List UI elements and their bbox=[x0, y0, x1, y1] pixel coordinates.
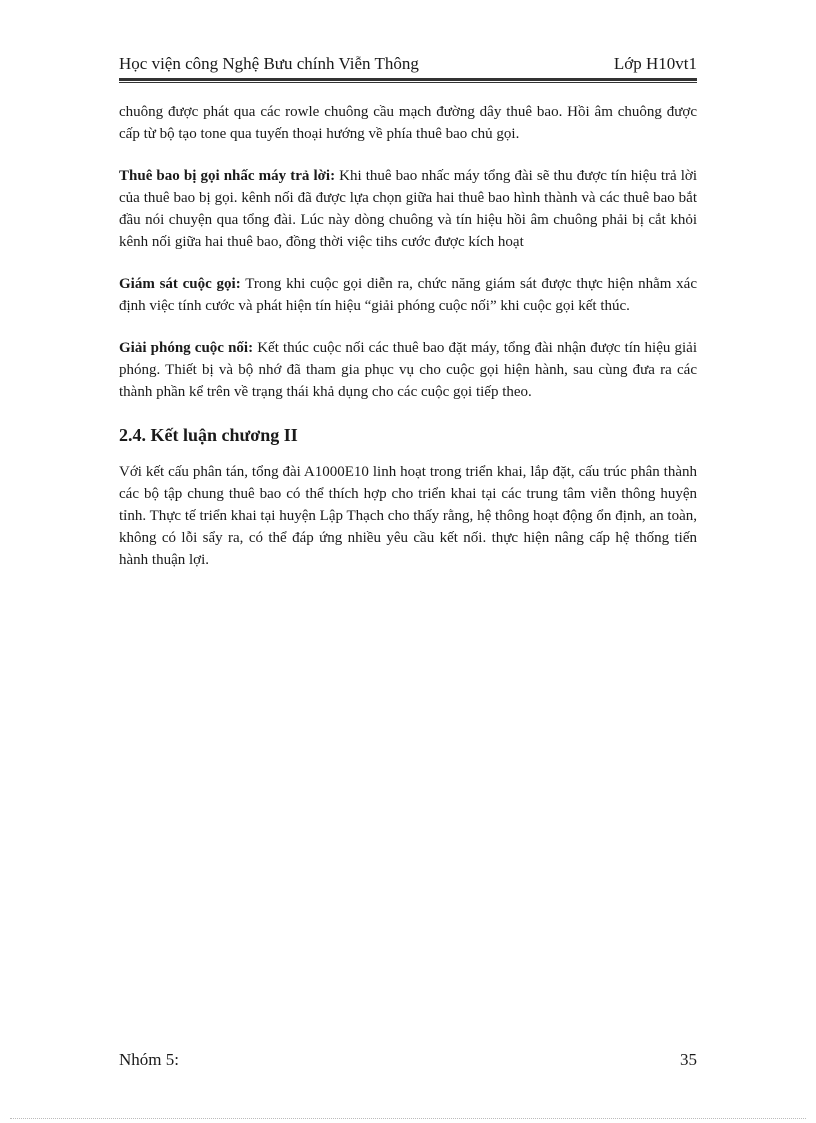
paragraph-call-monitoring bbox=[119, 273, 697, 317]
paragraph-release bbox=[119, 337, 697, 403]
page-edge-divider bbox=[10, 1118, 806, 1119]
paragraph-answer-lead: Thuê bao bị gọi nhấc máy trả lời: bbox=[119, 168, 336, 184]
paragraph-call-monitoring-lead: Giám sát cuộc gọi: bbox=[119, 276, 241, 292]
paragraph-answer-text: Khi thuê bao nhấc máy tổng đài sẽ thu được tín hiệu trả lời của thuê bao bị gọi. kênh nối đã được lựa chọn giữa hai thuê bao hình thành và các thuê bao bắt đầu nói chuyện qua tổng đài. Lúc này dòng chuông và tín hiệu hồi âm chuông phải bị cắt khỏi kênh nối giữa hai thuê bao, đồng thời việc tihs cước được kích hoạt bbox=[119, 168, 697, 250]
header-rule bbox=[119, 78, 697, 83]
paragraph-conclusion: Với kết cấu phân tán, tổng đài A1000E10 linh hoạt trong triển khai, lắp đặt, cấu trúc phân thành các bộ tập chung thuê bao có thể thích hợp cho triển khai tại các trung tâm viễn thông huyện tỉnh. Thực tế triển khai tại huyện Lập Thạch cho thấy rằng, hệ thông hoạt động ổn định, an toàn, không có lỗi sẩy ra, có thể đáp ứng nhiều yêu cầu kết nối. thực hiện nâng cấp hệ thống tiến hành thuận lợi. bbox=[119, 464, 697, 568]
header-institution: Học viện công Nghệ Bưu chính Viễn Thông bbox=[119, 54, 419, 73]
footer-group: Nhóm 5: bbox=[119, 1050, 179, 1069]
section-heading: 2.4. Kết luận chương II bbox=[119, 425, 298, 445]
page-number: 35 bbox=[680, 1050, 697, 1069]
page-body bbox=[119, 101, 697, 591]
page-footer bbox=[119, 1050, 697, 1070]
paragraph-ring-tone: chuông được phát qua các rowle chuông cầu mạch đường dây thuê bao. Hồi âm chuông được cấp từ bộ tạo tone qua tuyến thoại hướng về phía thuê bao chủ gọi. bbox=[119, 104, 697, 142]
page-header bbox=[119, 54, 697, 76]
paragraph-answer bbox=[119, 165, 697, 253]
paragraph-call-monitoring-text: Trong khi cuộc gọi diễn ra, chức năng giám sát được thực hiện nhằm xác định việc tính cước và phát hiện tín hiệu “giải phóng cuộc nối” khi cuộc gọi kết thúc. bbox=[119, 276, 698, 314]
header-class: Lớp H10vt1 bbox=[613, 54, 697, 73]
paragraph-release-lead: Giải phóng cuộc nối: bbox=[119, 340, 254, 356]
paragraph-release-text: Kết thúc cuộc nối các thuê bao đặt máy, tổng đài nhận được tín hiệu giải phóng. Thiết bị và bộ nhớ đã tham gia phục vụ cho cuộc gọi hiện hành, sau cùng đưa ra các thành phần kể trên về trạng thái khả dụng cho các cuộc gọi tiếp theo. bbox=[119, 340, 697, 400]
